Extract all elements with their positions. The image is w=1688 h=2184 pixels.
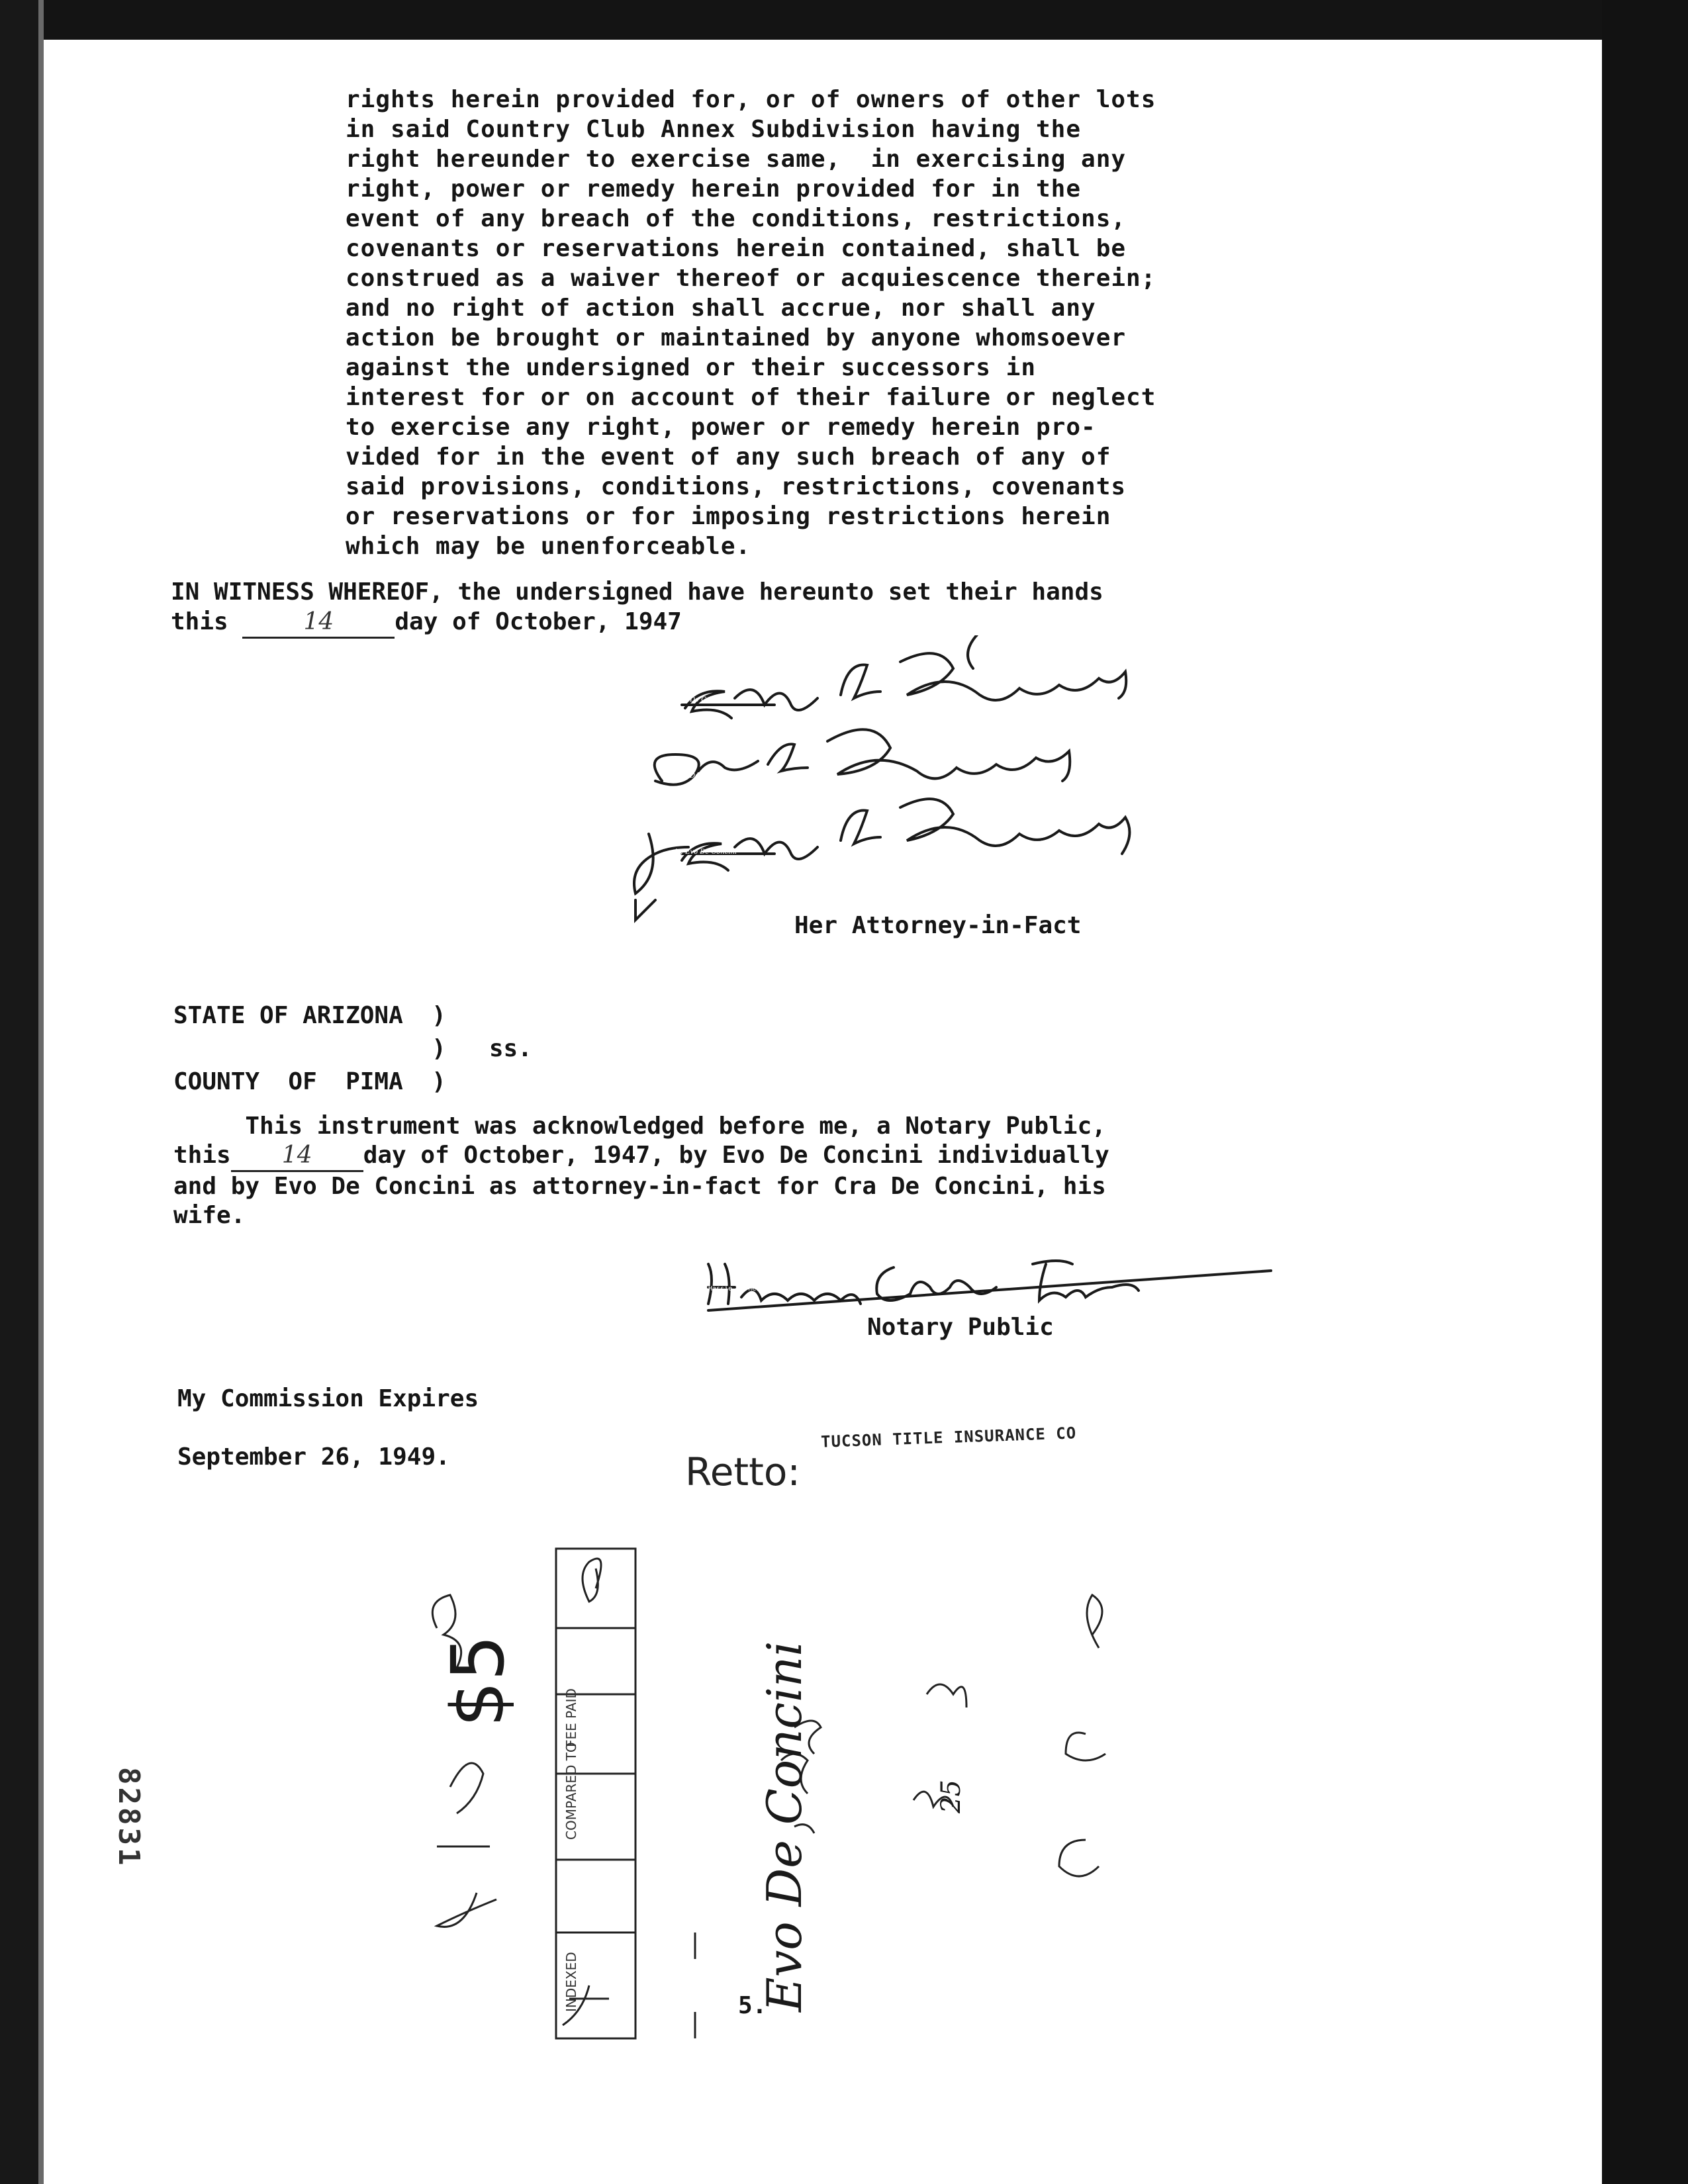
ack-day: 14: [231, 1141, 363, 1172]
book-number: 25: [936, 1780, 966, 1813]
witness-prefix: this: [171, 608, 243, 635]
body-line: or reservations or for imposing restrictions herein: [346, 503, 1111, 530]
body-line: rights herein provided for, or of owners of other lots: [346, 86, 1156, 113]
fee-amount: $5: [436, 1635, 520, 1727]
body-line: construed as a waiver thereof or acquiescence therein;: [346, 265, 1156, 292]
sig2-text: Ora De Concini: [675, 772, 727, 780]
venue-block: [173, 999, 532, 1099]
notary-signature: [688, 1251, 1284, 1317]
witness-day: 14: [242, 607, 395, 639]
ack-line: and by Evo De Concini as attorney-in-fact for Cra De Concini, his: [173, 1173, 1106, 1200]
venue-county: COUNTY OF PIMA ): [173, 1068, 446, 1095]
body-line: right, power or remedy herein provided for in the: [346, 175, 1082, 203]
notary-signature-text: Hassie Carne Fuller: [708, 1285, 784, 1293]
scan-border-left: [0, 0, 38, 2184]
acknowledgment-paragraph: [173, 1112, 1325, 1230]
ack-prefix: this: [173, 1142, 231, 1169]
compared-label: COMPARED TO: [563, 1742, 579, 1840]
sig3-text: by Evo De Concini: [675, 848, 737, 856]
signature-block: [622, 635, 1350, 953]
ack-line: This instrument was acknowledged before me, a Notary Public,: [173, 1113, 1106, 1140]
body-line: event of any breach of the conditions, restrictions,: [346, 205, 1127, 232]
witness-line-2: [171, 607, 1296, 639]
body-line: interest for or on account of their failure or neglect: [346, 384, 1156, 411]
recording-number: 82831: [112, 1767, 146, 1868]
witness-clause: [171, 577, 1296, 639]
commission-date: September 26, 1949.: [177, 1443, 450, 1471]
grantor-name: Evo De Concini: [757, 1641, 812, 2012]
scan-border-right: [1602, 0, 1688, 2184]
witness-suffix: day of October, 1947: [395, 608, 682, 635]
covenant-paragraph: [346, 85, 1352, 561]
body-line: in said Country Club Annex Subdivision having the: [346, 116, 1082, 143]
notary-signature-block: [688, 1251, 1284, 1350]
body-line: right hereunder to exercise same, in exercising any: [346, 146, 1127, 173]
sig1-text: Evo De Concini: [675, 696, 727, 704]
page-number: 5.: [738, 1992, 767, 2019]
recording-stamp: [371, 1416, 1231, 2111]
body-line: action be brought or maintained by anyone whomsoever: [346, 324, 1127, 351]
body-line: which may be unenforceable.: [346, 533, 751, 560]
body-line: to exercise any right, power or remedy herein pro-: [346, 414, 1096, 441]
body-line: vided for in the event of any such breach of any of: [346, 443, 1111, 471]
ack-line: wife.: [173, 1202, 246, 1229]
venue-state: STATE OF ARIZONA ): [173, 1002, 446, 1029]
commission-label: My Commission Expires: [177, 1385, 479, 1412]
scan-border-left-inner: [38, 0, 44, 2184]
body-line: covenants or reservations herein contained, shall be: [346, 235, 1127, 262]
handwritten-signatures: [622, 635, 1350, 953]
ack-suffix: day of October, 1947, by Evo De Concini individually: [363, 1142, 1109, 1169]
index-label: INDEXED: [563, 1952, 579, 2012]
body-line: said provisions, conditions, restrictions, covenants: [346, 473, 1127, 500]
title-company-stamp: TUCSON TITLE INSURANCE CO: [820, 1424, 1077, 1451]
body-line: and no right of action shall accrue, nor shall any: [346, 295, 1096, 322]
venue-ss: ) ss.: [173, 1035, 532, 1062]
retto-note: Retto:: [685, 1449, 800, 1494]
scan-border-top: [0, 0, 1688, 40]
fee-paid-label: FEE PAID: [563, 1688, 579, 1747]
witness-line: IN WITNESS WHEREOF, the undersigned have hereunto set their hands: [171, 578, 1103, 606]
body-line: against the undersigned or their successors in: [346, 354, 1036, 381]
attorney-caption: Her Attorney-in-Fact: [794, 912, 1082, 939]
notary-caption: Notary Public: [867, 1314, 1054, 1341]
ack-line-2: [173, 1141, 1325, 1172]
